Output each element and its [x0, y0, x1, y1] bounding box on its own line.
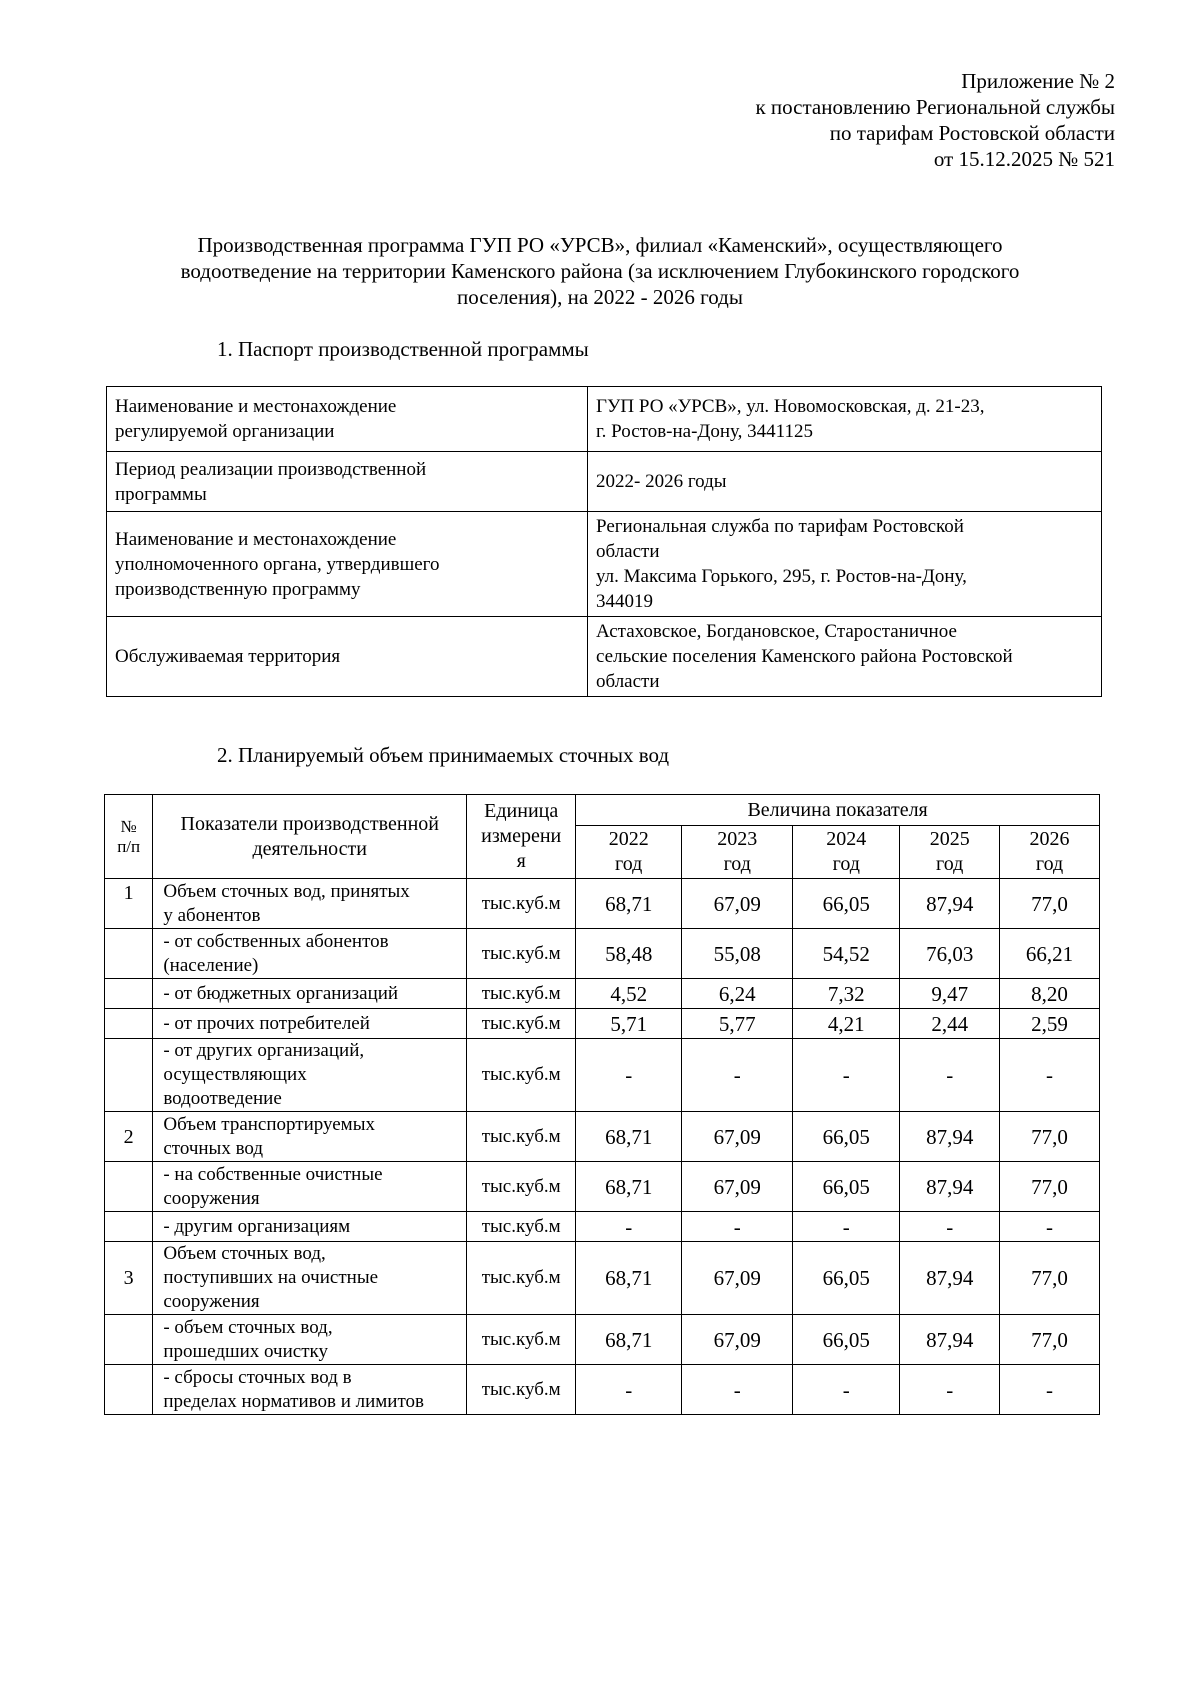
row-unit: тыс.куб.м — [467, 929, 576, 979]
row-value: 66,05 — [793, 1112, 900, 1162]
row-value: - — [576, 1365, 682, 1415]
passport-value — [588, 452, 1102, 512]
table-row — [105, 979, 1100, 1009]
passport-row — [107, 452, 1102, 512]
row-value: 5,77 — [682, 1009, 793, 1039]
row-indicator — [153, 1112, 467, 1162]
passport-label-line-1: Наименование и местонахождение — [115, 528, 397, 550]
passport-label-line-2: программы — [115, 483, 207, 505]
row-unit: тыс.куб.м — [467, 1365, 576, 1415]
row-indicator-line-1: - на собственные очистные — [163, 1163, 383, 1185]
row-indicator-line-3: водоотведение — [163, 1088, 282, 1109]
row-value: - — [793, 1039, 900, 1112]
table-row — [105, 1315, 1100, 1365]
document-title — [110, 232, 1090, 310]
row-value: 7,32 — [793, 979, 900, 1009]
row-indicator-line-2: пределах нормативов и лимитов — [163, 1390, 424, 1412]
row-num — [105, 929, 153, 979]
row-indicator-line-1: - от собственных абонентов — [163, 930, 389, 952]
row-indicator — [153, 1212, 467, 1242]
row-value: 54,52 — [793, 929, 900, 979]
header-year-line-2: год — [1035, 853, 1064, 875]
row-indicator-line-1: - от бюджетных организаций — [163, 982, 399, 1004]
row-indicator — [153, 979, 467, 1009]
row-value: - — [900, 1365, 1000, 1415]
row-indicator-line-2: поступивших на очистные — [163, 1267, 379, 1288]
row-value: 68,71 — [576, 879, 682, 929]
row-indicator — [153, 1039, 467, 1112]
row-value: 67,09 — [682, 1315, 793, 1365]
passport-label — [107, 387, 588, 452]
row-indicator-line-1: Объем сточных вод, принятых — [163, 880, 410, 902]
row-value: 87,94 — [900, 1315, 1000, 1365]
header-value-group: Величина показателя — [576, 795, 1100, 826]
table-row — [105, 1365, 1100, 1415]
row-value: 77,0 — [1000, 1315, 1100, 1365]
row-value: - — [576, 1039, 682, 1112]
row-indicator-line-2: у абонентов — [163, 904, 261, 926]
row-value: - — [682, 1212, 793, 1242]
row-indicator — [153, 1365, 467, 1415]
annex-header — [515, 68, 1115, 172]
row-unit: тыс.куб.м — [467, 879, 576, 929]
row-unit: тыс.куб.м — [467, 1162, 576, 1212]
header-indicator — [153, 795, 467, 879]
table-row — [105, 1112, 1100, 1162]
table-row — [105, 1039, 1100, 1112]
row-value: 68,71 — [576, 1162, 682, 1212]
row-unit: тыс.куб.м — [467, 1112, 576, 1162]
passport-table — [106, 386, 1102, 697]
header-year-line-1: 2024 — [826, 828, 867, 850]
row-value: 67,09 — [682, 1162, 793, 1212]
passport-value-line-4: 344019 — [596, 591, 653, 612]
row-value: 8,20 — [1000, 979, 1100, 1009]
table-row — [105, 879, 1100, 929]
row-unit: тыс.куб.м — [467, 1315, 576, 1365]
passport-label-line-3: производственную программу — [115, 578, 361, 600]
row-value: 77,0 — [1000, 1242, 1100, 1315]
row-num: 2 — [105, 1112, 153, 1162]
row-value: 2,59 — [1000, 1009, 1100, 1039]
row-indicator — [153, 1242, 467, 1315]
row-value: 66,05 — [793, 879, 900, 929]
table-row — [105, 1009, 1100, 1039]
row-value: 66,21 — [1000, 929, 1100, 979]
row-value: 9,47 — [900, 979, 1000, 1009]
row-num — [105, 1365, 153, 1415]
row-value: - — [793, 1212, 900, 1242]
row-value: - — [682, 1365, 793, 1415]
row-indicator-line-2: прошедших очистку — [163, 1340, 328, 1362]
section-2-heading: 2. Планируемый объем принимаемых сточных вод — [217, 743, 670, 767]
row-value: - — [1000, 1212, 1100, 1242]
passport-label-line-1: Период реализации производственной — [115, 458, 427, 480]
table-row — [105, 1212, 1100, 1242]
row-value: 66,05 — [793, 1242, 900, 1315]
row-num — [105, 1212, 153, 1242]
passport-row — [107, 387, 1102, 452]
row-value: - — [576, 1212, 682, 1242]
passport-label-line-1: Наименование и местонахождение — [115, 396, 397, 417]
header-indicator-line-2: деятельности — [252, 837, 367, 860]
header-unit-line-3: я — [516, 850, 526, 872]
passport-value — [588, 617, 1102, 697]
passport-value — [588, 387, 1102, 452]
row-value: 4,21 — [793, 1009, 900, 1039]
title-line-2: водоотведение на территории Каменского района (за исключением Глубокинского городского — [180, 259, 1020, 283]
row-value: 67,09 — [682, 879, 793, 929]
row-unit: тыс.куб.м — [467, 1039, 576, 1112]
row-value: 5,71 — [576, 1009, 682, 1039]
header-year-line-1: 2025 — [929, 828, 970, 850]
passport-value — [588, 512, 1102, 617]
header-num — [105, 795, 153, 879]
row-value: 77,0 — [1000, 1112, 1100, 1162]
row-value: - — [1000, 1039, 1100, 1112]
row-value: - — [1000, 1365, 1100, 1415]
annex-line-2: к постановлению Региональной службы — [755, 95, 1115, 119]
header-unit-line-2: измерени — [481, 825, 562, 847]
header-year-line-2: год — [723, 853, 751, 875]
row-indicator-line-1: - другим организациям — [163, 1215, 351, 1237]
annex-line-1: Приложение № 2 — [961, 69, 1115, 93]
header-year-line-1: 2022 — [608, 828, 649, 850]
row-indicator — [153, 1315, 467, 1365]
row-value: 55,08 — [682, 929, 793, 979]
row-indicator-line-3: сооружения — [163, 1291, 260, 1312]
header-year-line-1: 2026 — [1029, 828, 1070, 850]
passport-value-line-1: Астаховское, Богдановское, Старостаничное — [596, 621, 957, 642]
row-value: 87,94 — [900, 1112, 1000, 1162]
row-indicator — [153, 879, 467, 929]
row-value: 2,44 — [900, 1009, 1000, 1039]
row-num — [105, 979, 153, 1009]
passport-label — [107, 512, 588, 617]
table-row — [105, 929, 1100, 979]
row-unit: тыс.куб.м — [467, 979, 576, 1009]
row-indicator-line-2: сточных вод — [163, 1137, 264, 1159]
title-line-3: поселения), на 2022 - 2026 годы — [457, 285, 743, 309]
passport-label — [107, 617, 588, 697]
row-value: 4,52 — [576, 979, 682, 1009]
row-num — [105, 1039, 153, 1112]
row-value: 87,94 — [900, 1242, 1000, 1315]
row-num: 3 — [105, 1242, 153, 1315]
row-value: - — [900, 1212, 1000, 1242]
header-year-line-2: год — [615, 853, 643, 875]
row-indicator-line-2: осуществляющих — [163, 1064, 307, 1085]
header-year — [1000, 826, 1100, 879]
table-row — [105, 1162, 1100, 1212]
header-year-line-2: год — [832, 853, 860, 875]
row-num — [105, 1162, 153, 1212]
row-value: 66,05 — [793, 1315, 900, 1365]
annex-line-3: по тарифам Ростовской области — [829, 121, 1115, 145]
header-year-line-2: год — [936, 853, 964, 875]
row-value: - — [793, 1365, 900, 1415]
row-num: 1 — [105, 879, 153, 929]
row-indicator — [153, 929, 467, 979]
row-indicator-line-1: Объем сточных вод, — [163, 1243, 326, 1264]
row-num — [105, 1009, 153, 1039]
passport-label-line-2: уполномоченного органа, утвердившего — [115, 553, 440, 575]
header-num-line-2: п/п — [117, 836, 141, 856]
row-indicator — [153, 1009, 467, 1039]
passport-row — [107, 617, 1102, 697]
row-value: 66,05 — [793, 1162, 900, 1212]
annex-line-4: от 15.12.2025 № 521 — [933, 147, 1115, 171]
row-indicator-line-2: (население) — [163, 954, 259, 976]
header-year — [576, 826, 682, 879]
header-num-line-1: № — [120, 816, 137, 836]
row-value: 77,0 — [1000, 1162, 1100, 1212]
wastewater-volume-table — [104, 794, 1100, 1415]
row-indicator — [153, 1162, 467, 1212]
passport-value-line-3: ул. Максима Горького, 295, г. Ростов-на-Дону, — [596, 566, 967, 587]
title-line-1: Производственная программа ГУП РО «УРСВ», филиал «Каменский», осуществляющего — [197, 233, 1003, 257]
section-1-heading: 1. Паспорт производственной программы — [217, 337, 589, 361]
row-indicator-line-1: - сбросы сточных вод в — [163, 1366, 352, 1388]
header-indicator-line-1: Показатели производственной — [180, 812, 439, 835]
row-value: 6,24 — [682, 979, 793, 1009]
header-year — [682, 826, 793, 879]
header-unit-line-1: Единица — [484, 800, 559, 822]
row-value: 67,09 — [682, 1112, 793, 1162]
header-year-line-1: 2023 — [717, 828, 758, 850]
passport-row — [107, 512, 1102, 617]
row-value: - — [682, 1039, 793, 1112]
passport-label-line-1: Обслуживаемая территория — [115, 646, 341, 667]
passport-value-line-3: области — [596, 671, 660, 692]
passport-value-line-1: 2022- 2026 годы — [596, 471, 727, 492]
row-indicator-line-1: Объем транспортируемых — [163, 1113, 375, 1135]
header-year — [900, 826, 1000, 879]
header-year — [793, 826, 900, 879]
passport-value-line-2: г. Ростов-на-Дону, 3441125 — [596, 421, 813, 442]
passport-label-line-2: регулируемой организации — [115, 421, 335, 442]
row-value: 87,94 — [900, 879, 1000, 929]
passport-value-line-2: области — [596, 541, 660, 562]
row-unit: тыс.куб.м — [467, 1212, 576, 1242]
row-value: 68,71 — [576, 1315, 682, 1365]
row-value: 67,09 — [682, 1242, 793, 1315]
header-unit — [467, 795, 576, 879]
row-value: 68,71 — [576, 1112, 682, 1162]
table-row — [105, 1242, 1100, 1315]
row-unit: тыс.куб.м — [467, 1009, 576, 1039]
row-value: 58,48 — [576, 929, 682, 979]
row-indicator-line-2: сооружения — [163, 1187, 260, 1209]
row-num — [105, 1315, 153, 1365]
passport-value-line-1: Региональная служба по тарифам Ростовской — [596, 516, 964, 537]
row-unit: тыс.куб.м — [467, 1242, 576, 1315]
row-value: 77,0 — [1000, 879, 1100, 929]
passport-value-line-2: сельские поселения Каменского района Ростовской — [596, 646, 1013, 667]
row-value: 68,71 — [576, 1242, 682, 1315]
passport-value-line-1: ГУП РО «УРСВ», ул. Новомосковская, д. 21-23, — [596, 396, 985, 417]
row-indicator-line-1: - объем сточных вод, — [163, 1316, 333, 1338]
row-value: 76,03 — [900, 929, 1000, 979]
row-indicator-line-1: - от других организаций, — [163, 1040, 365, 1061]
passport-label — [107, 452, 588, 512]
row-value: 87,94 — [900, 1162, 1000, 1212]
row-indicator-line-1: - от прочих потребителей — [163, 1012, 370, 1034]
row-value: - — [900, 1039, 1000, 1112]
